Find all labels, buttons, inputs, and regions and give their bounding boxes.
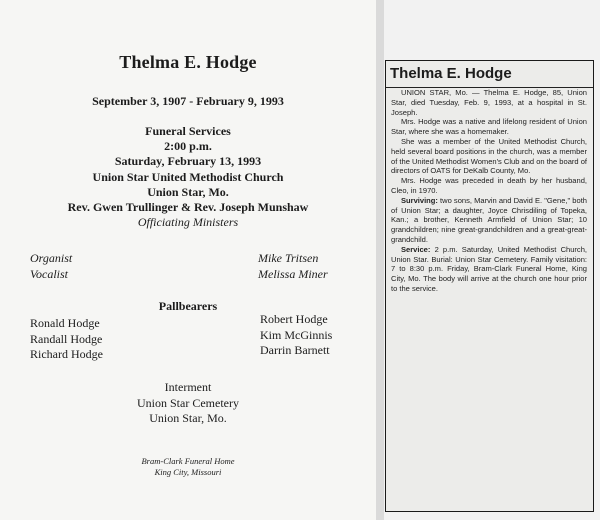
program-title: Thelma E. Hodge <box>119 52 257 72</box>
funeral-home-location: King City, Missouri <box>154 467 222 477</box>
services-date: Saturday, February 13, 1993 <box>114 154 262 169</box>
services-heading: Funeral Services <box>145 124 231 138</box>
clipping-paragraph: She was a member of the United Methodist Church, held several board positions in the church, was a member of the United Methodist Women's Club and on the board of directors of OATS for DeKalb County, Mo. <box>391 136 587 176</box>
funeral-home-name: Bram-Clark Funeral Home <box>141 456 235 466</box>
services-block <box>0 124 376 230</box>
organist-label: Organist <box>30 251 73 265</box>
clipping-paragraph: Mrs. Hodge was a native and lifelong resident of Union Star, where she was a homemaker. <box>391 117 587 137</box>
pallbearer: Ronald Hodge <box>30 316 100 330</box>
services-location: Union Star, Mo. <box>147 184 229 199</box>
vocalist-name: Melissa Miner <box>258 266 328 281</box>
music-labels <box>30 251 72 282</box>
pallbearer: Randall Hodge <box>30 331 103 346</box>
pallbearers-left <box>30 316 103 363</box>
pallbearer: Richard Hodge <box>30 347 103 361</box>
clipping-body <box>391 88 587 294</box>
pallbearer: Darrin Barnett <box>260 343 330 357</box>
music-names <box>258 251 328 282</box>
clipping-paragraph: Mrs. Hodge was preceded in death by her husband, Cleo, in 1970. <box>391 176 587 195</box>
ministers-label: Officiating Ministers <box>137 215 239 230</box>
page-divider <box>376 0 384 520</box>
survivors-label: Surviving: <box>401 195 438 205</box>
pallbearer: Kim McGinnis <box>260 327 333 342</box>
service-label: Service: <box>401 244 431 254</box>
interment-cemetery: Union Star Cemetery <box>137 395 239 410</box>
funeral-home <box>0 456 376 478</box>
survivors-paragraph <box>391 196 587 245</box>
pallbearer: Robert Hodge <box>260 312 328 326</box>
pallbearers-right <box>260 312 332 359</box>
interment-block <box>0 380 376 427</box>
interment-location: Union Star, Mo. <box>149 411 227 425</box>
service-paragraph <box>391 245 587 294</box>
life-dates: September 3, 1907 - February 9, 1993 <box>92 94 284 108</box>
survivors-text: two sons, Marvin and David E. "Gene," both of Union Star; a daughter, Joyce Chrisdiling of Topeka, Kan.; a brother, Kenneth Armfield of Union Star; 10 grandchildren; nine great-grandchildren and a great-great-grandchild. <box>391 195 587 244</box>
clipping-title: Thelma E. Hodge <box>390 65 512 82</box>
organist-name: Mike Tritsen <box>258 251 319 265</box>
obituary-clipping <box>385 60 594 512</box>
interment-heading: Interment <box>164 380 212 394</box>
service-text: 2 p.m. Saturday, United Methodist Church, Union Star. Burial: Union Star Cemetery. Family visitation: 7 to 8:30 p.m. Friday, Bram-Clark Funeral Home, King City, Mo. The body will arrive at the church one hour prior to the service. <box>391 244 588 293</box>
services-church: Union Star United Methodist Church <box>92 169 284 184</box>
clipping-paragraph: UNION STAR, Mo. — Thelma E. Hodge, 85, Union Star, died Tuesday, Feb. 9, 1993, at a hospital in St. Joseph. <box>391 88 587 117</box>
pallbearers-heading: Pallbearers <box>158 299 218 313</box>
vocalist-label: Vocalist <box>30 266 68 281</box>
officiating-ministers: Rev. Gwen Trullinger & Rev. Joseph Munshaw <box>67 200 309 215</box>
services-time: 2:00 p.m. <box>164 139 212 154</box>
